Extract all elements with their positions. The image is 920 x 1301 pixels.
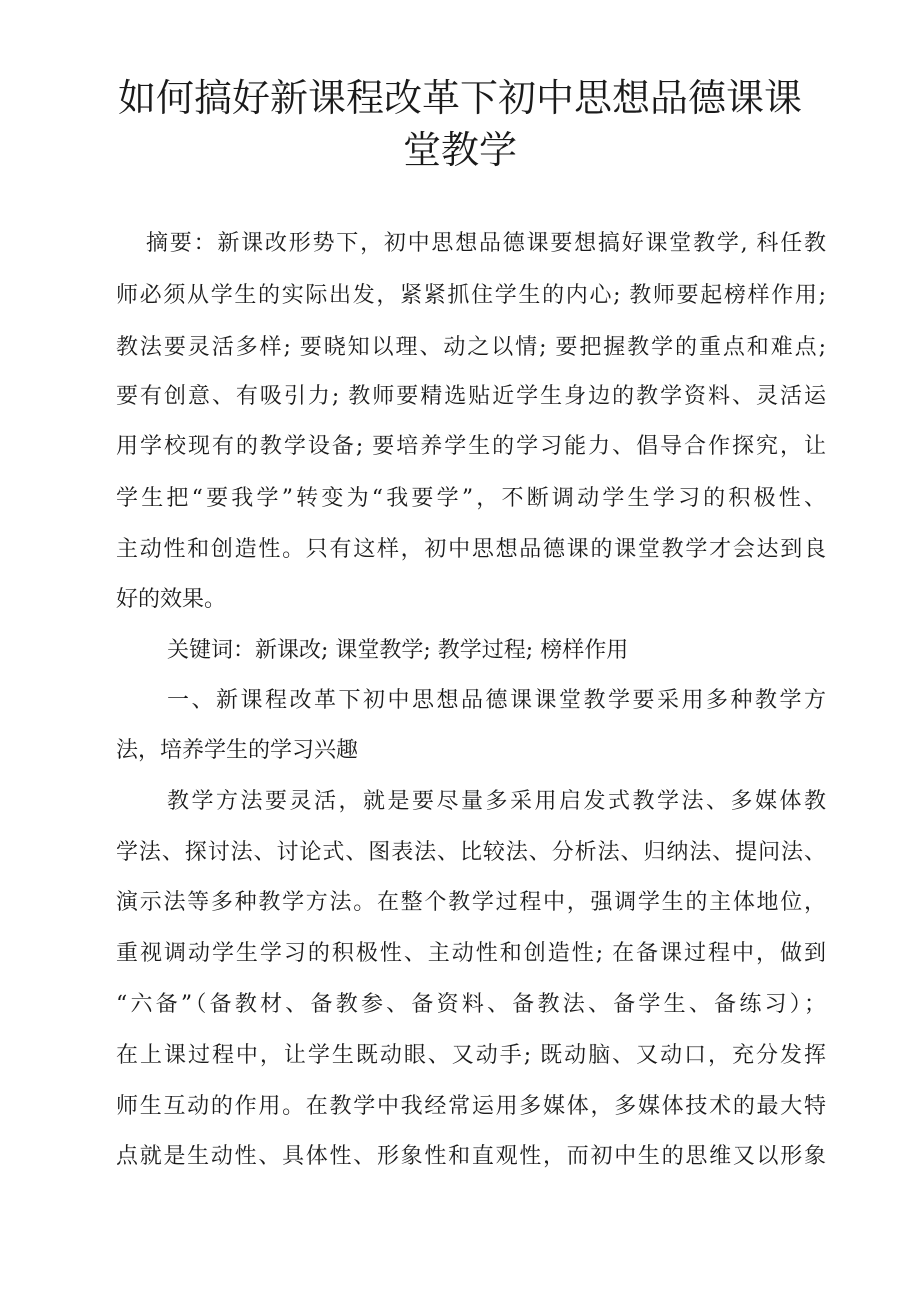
abstract-line: 要有创意、有吸引力; 教师要精选贴近学生身边的教学资料、灵活运: [116, 384, 826, 409]
abstract-line: 用学校现有的教学设备; 要培养学生的学习能力、倡导合作探究，让: [116, 434, 826, 459]
section-heading-line: 法，培养学生的学习兴趣: [116, 738, 359, 763]
paragraph-line: 教学方法要灵活，就是要尽量多采用启发式教学法、多媒体教: [167, 789, 826, 814]
paragraph-line: 师生互动的作用。在教学中我经常运用多媒体，多媒体技术的最大特: [116, 1094, 826, 1119]
paragraph-line: 重视调动学生学习的积极性、主动性和创造性; 在备课过程中，做到: [116, 941, 826, 966]
keywords-line: 关键词：新课改; 课堂教学; 教学过程; 榜样作用: [167, 638, 629, 663]
abstract-line: 师必须从学生的实际出发，紧紧抓住学生的内心; 教师要起榜样作用;: [116, 283, 826, 308]
abstract-line: 主动性和创造性。只有这样，初中思想品德课的课堂教学才会达到良: [116, 537, 826, 562]
paragraph-line: “六备”（备教材、备教参、备资料、备教法、备学生、备练习）；: [116, 992, 826, 1017]
abstract-line: 好的效果。: [116, 587, 227, 612]
paragraph-line: 演示法等多种教学方法。在整个教学过程中，强调学生的主体地位，: [116, 890, 826, 915]
paragraph-line: 学法、探讨法、讨论式、图表法、比较法、分析法、归纳法、提问法、: [116, 840, 826, 865]
document-title-line-1: 如何搞好新课程改革下初中思想品德课课: [117, 76, 802, 120]
document-title-line-2: 堂教学: [402, 128, 517, 172]
abstract-line: 教法要灵活多样; 要晓知以理、动之以情; 要把握教学的重点和难点;: [116, 335, 826, 360]
abstract-line: 学生把“要我学”转变为“我要学”，不断调动学生学习的积极性、: [116, 486, 826, 511]
paragraph-line: 点就是生动性、具体性、形象性和直观性，而初中生的思维又以形象: [116, 1144, 826, 1169]
paragraph-line: 在上课过程中，让学生既动眼、又动手; 既动脑、又动口，充分发挥: [116, 1043, 826, 1068]
abstract-line: 摘要：新课改形势下，初中思想品德课要想搞好课堂教学, 科任教: [146, 231, 826, 256]
section-heading-line: 一、新课程改革下初中思想品德课课堂教学要采用多种教学方: [167, 688, 826, 713]
